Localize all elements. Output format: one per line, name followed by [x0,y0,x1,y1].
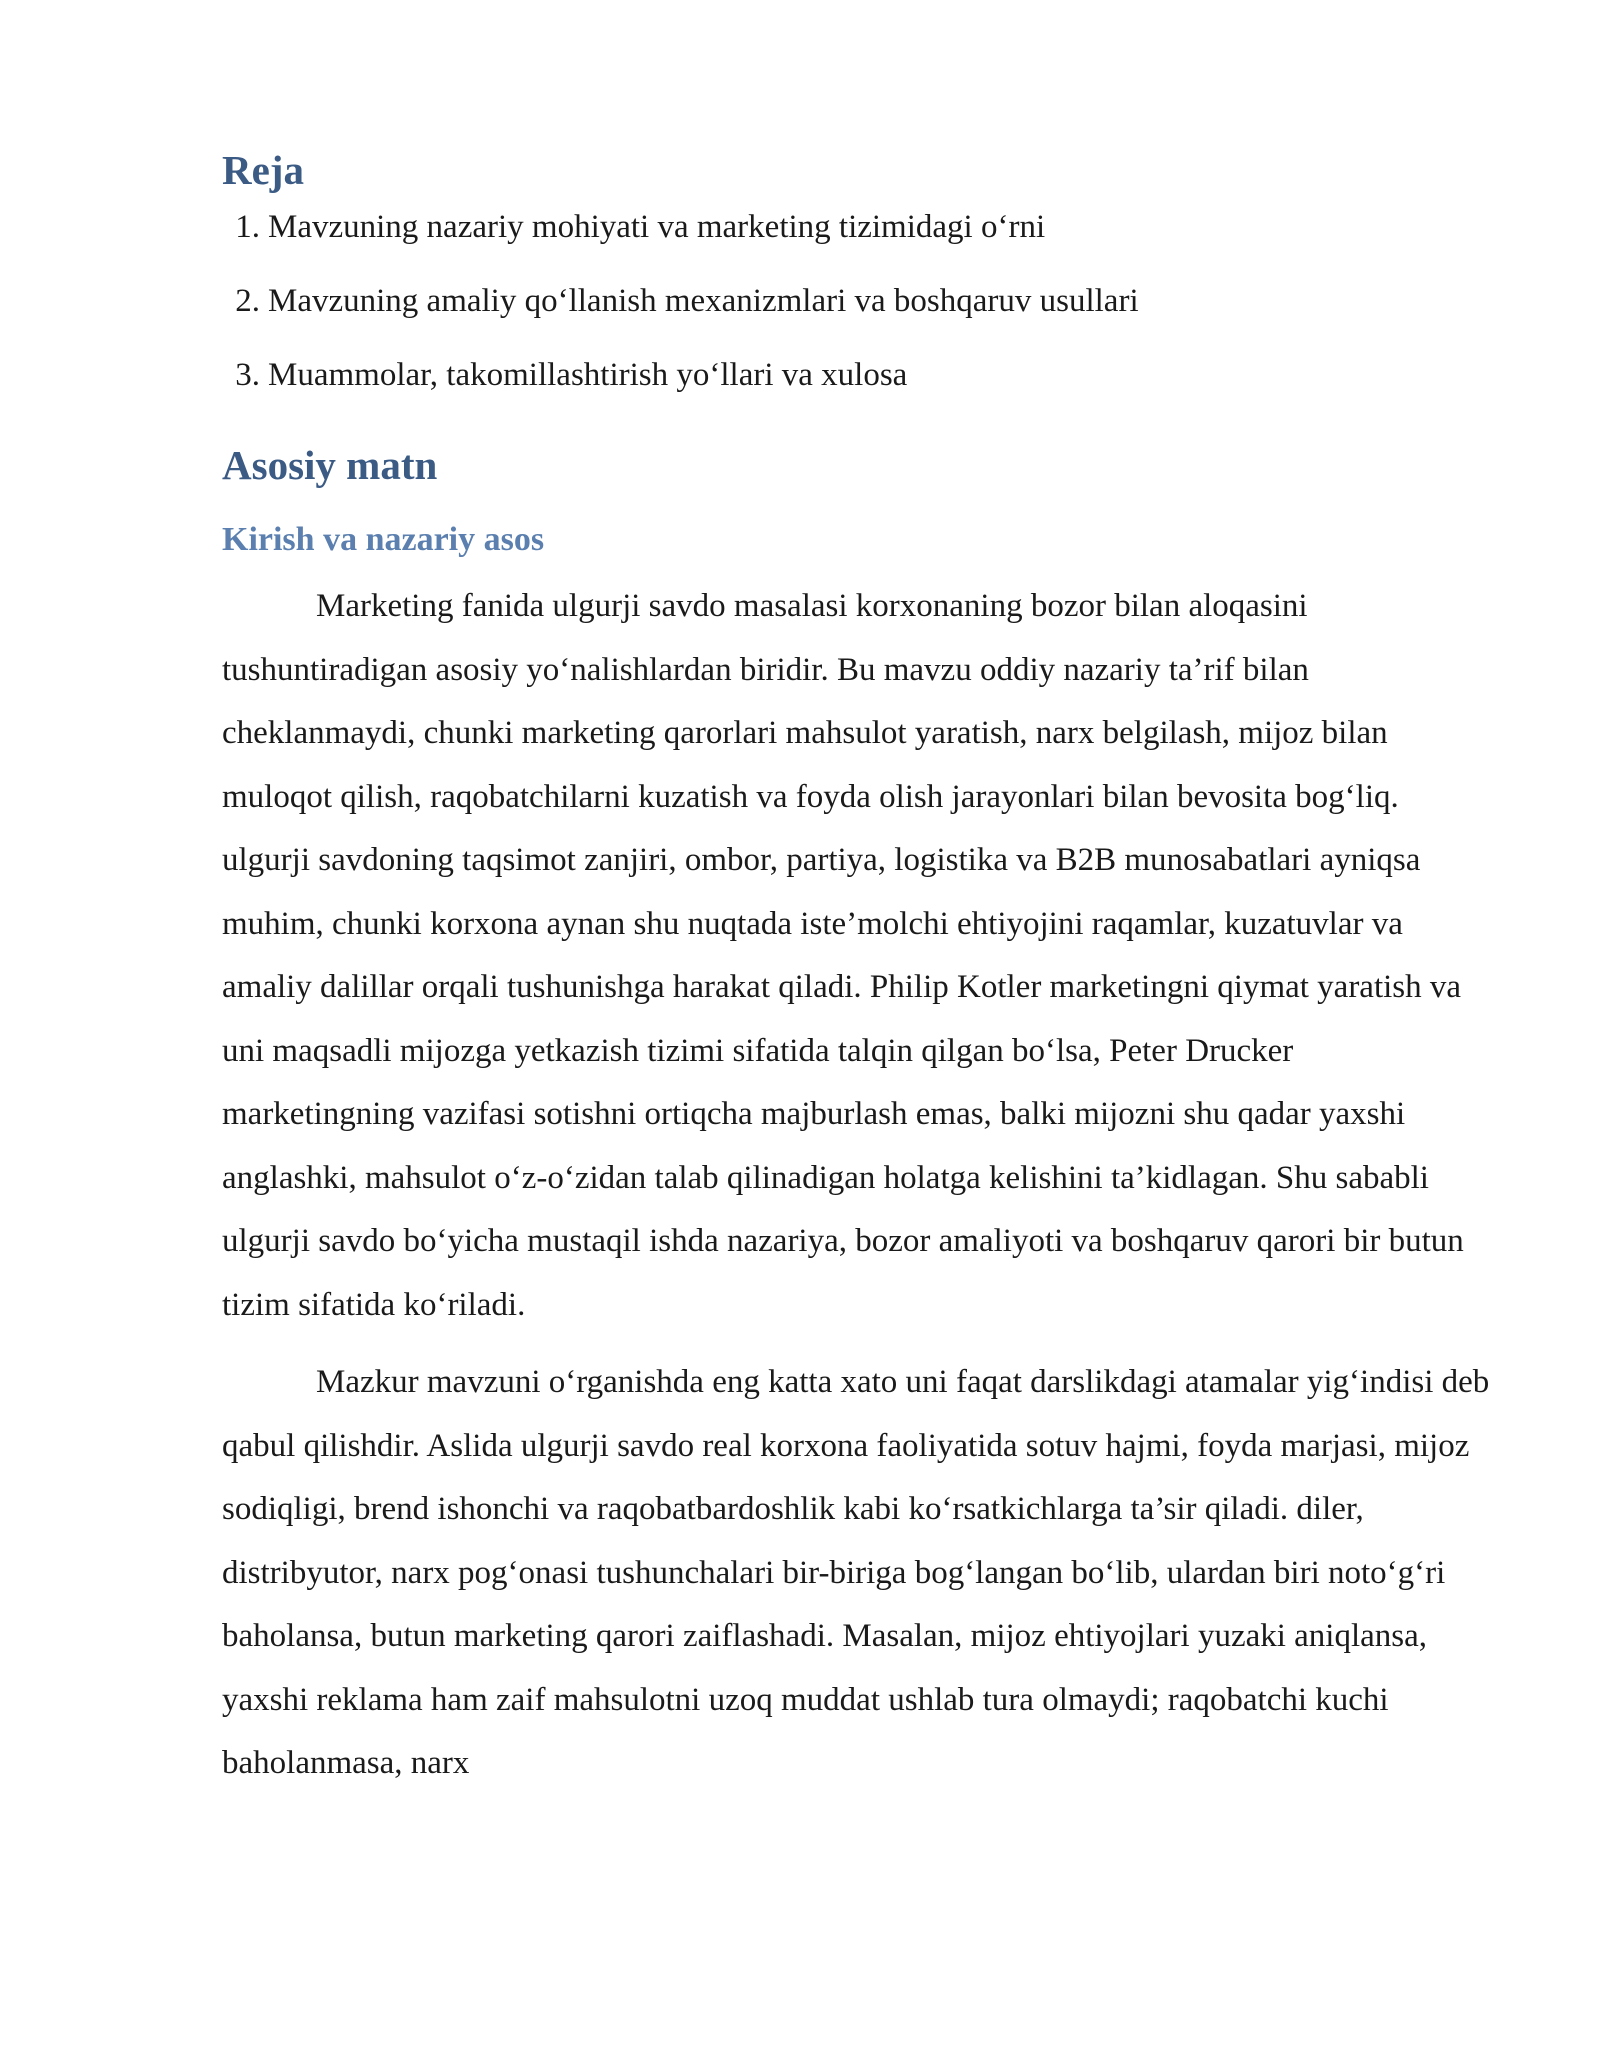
document-page [222,146,1490,1810]
main-text-heading: Asosiy matn [222,442,438,489]
plan-item-text: Mavzuning amaliy qo‘llanish mexanizmlari va boshqaruv usullari [268,283,1139,320]
plan-item-number: 2. [235,283,260,320]
body-paragraph-1: Marketing fanida ulgurji savdo masalasi korxonaning bozor bilan aloqasini tushuntiradigan asosiy yo‘nalishlardan biridir. Bu mavzu oddiy nazariy ta’rif bilan cheklanmaydi, chunki marketing qarorlari mahsulot yaratish, narx belgilash, mijoz bilan muloqot qilish, raqobatchilarni kuzatish va foyda olish jarayonlari bilan bevosita bog‘liq. ulgurji savdoning taqsimot zanjiri, ombor, partiya, logistika va B2B munosabatlari ayniqsa muhim, chunki korxona aynan shu nuqtada iste’molchi ehtiyojini raqamlar, kuzatuvlar va amaliy dalillar orqali tushunishga harakat qiladi. Philip Kotler marketingni qiymat yaratish va uni maqsadli mijozga yetkazish tizimi sifatida talqin qilgan bo‘lsa, Peter Drucker marketingning vazifasi sotishni ortiqcha majburlash emas, balki mijozni shu qadar yaxshi anglashki, mahsulot o‘z-o‘zidan talab qilinadigan holatga kelishini ta’kidlagan. Shu sababli ulgurji savdo bo‘yicha mustaqil ishda nazariya, bozor amaliyoti va boshqaruv qarori bir butun tizim sifatida ko‘riladi. [222,588,1464,1323]
plan-item-2 [222,279,1490,323]
plan-list [222,205,1490,397]
plan-item-text: Mavzuning nazariy mohiyati va marketing tizimidagi o‘rni [268,209,1046,246]
plan-item-3 [222,353,1490,397]
section-heading: Kirish va nazariy asos [222,521,545,559]
plan-item-text: Muammolar, takomillashtirish yo‘llari va xulosa [268,357,908,394]
plan-item-number: 3. [235,357,260,394]
plan-heading: Reja [222,147,304,193]
body-paragraph-2: Mazkur mavzuni o‘rganishda eng katta xato uni faqat darslikdagi atamalar yig‘indisi deb qabul qilishdir. Aslida ulgurji savdo real korxona faoliyatida sotuv hajmi, foyda marjasi, mijoz sodiqligi, brend ishonchi va raqobatbardoshlik kabi ko‘rsatkichlarga ta’sir qiladi. diler, distribyutor, narx pog‘onasi tushunchalari bir-biriga bog‘langan bo‘lib, ulardan biri noto‘g‘ri baholansa, butun marketing qarori zaiflashadi. Masalan, mijoz ehtiyojlari yuzaki aniqlansa, yaxshi reklama ham zaif mahsulotni uzoq muddat ushlab tura olmaydi; raqobatchi kuchi baholanmasa, narx [222,1364,1490,1782]
plan-item-1 [222,205,1490,249]
plan-item-number: 1. [235,209,260,246]
